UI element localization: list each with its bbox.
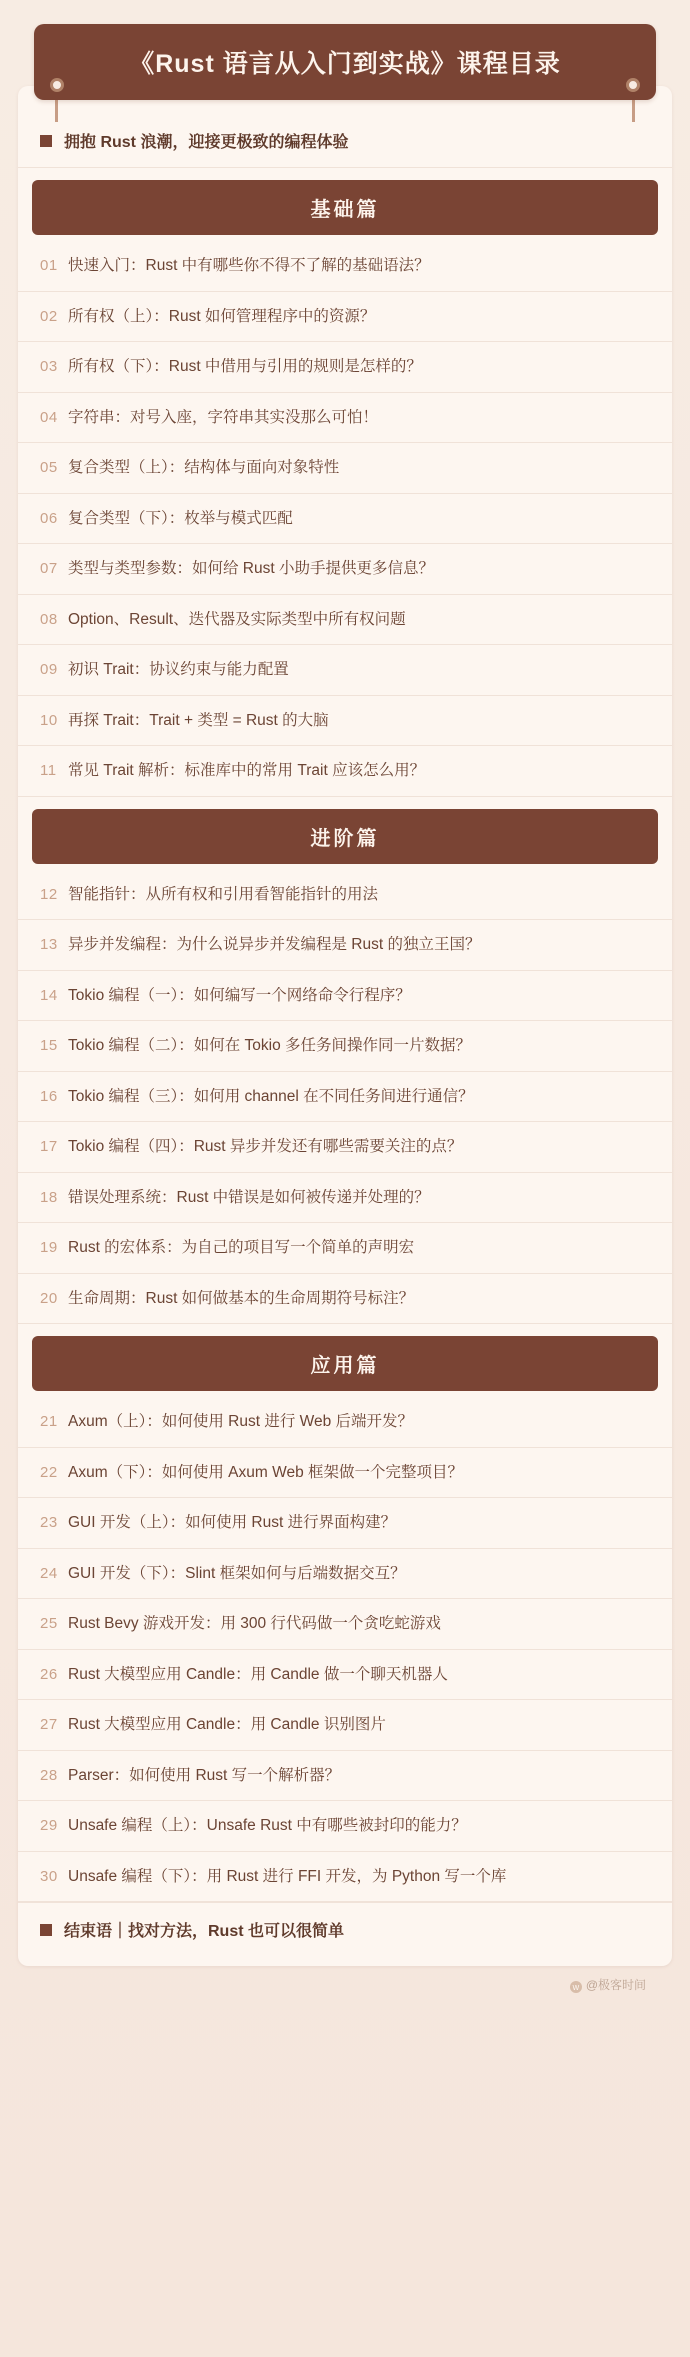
item-title: 错误处理系统：Rust 中错误是如何被传递并处理的？ (68, 1188, 430, 1206)
square-bullet-icon (40, 135, 52, 147)
pin-left-icon (50, 78, 64, 92)
item-title: 所有权（下）：Rust 中借用与引用的规则是怎样的？ (68, 358, 422, 375)
list-item[interactable] (18, 1173, 672, 1224)
list-item[interactable] (18, 1021, 672, 1072)
list-item[interactable] (18, 1397, 672, 1448)
item-title: Parser：如何使用 Rust 写一个解析器？ (68, 1766, 341, 1784)
list-item[interactable] (18, 1700, 672, 1751)
item-title: Tokio 编程（三）：如何用 channel 在不同任务间进行通信？ (68, 1087, 474, 1105)
section-header-advanced: 进阶篇 (32, 809, 658, 864)
weibo-icon: w (570, 1981, 582, 1993)
catalog-panel (18, 86, 672, 1966)
list-item[interactable] (18, 1122, 672, 1173)
section-header-basics: 基础篇 (32, 180, 658, 235)
item-number: 20 (40, 1289, 58, 1307)
item-title: Rust 的宏体系：为自己的项目写一个简单的声明宏 (68, 1239, 415, 1256)
item-title: 异步并发编程：为什么说异步并发编程是 Rust 的独立王国？ (68, 936, 481, 953)
watermark (18, 1966, 672, 1999)
item-title: Option、Result、迭代器及实际类型中所有权问题 (68, 610, 406, 628)
item-number: 25 (40, 1615, 58, 1632)
list-item[interactable] (18, 1549, 672, 1600)
item-title: Axum（上）：如何使用 Rust 进行 Web 后端开发？ (68, 1413, 414, 1430)
list-item[interactable] (18, 1599, 672, 1650)
pin-right-icon (626, 78, 640, 92)
item-number: 19 (40, 1239, 58, 1256)
item-title: 复合类型（下）：枚举与模式匹配 (68, 509, 293, 527)
item-title: 常见 Trait 解析：标准库中的常用 Trait 应该怎么用？ (68, 762, 426, 779)
item-title: GUI 开发（上）：如何使用 Rust 进行界面构建？ (68, 1514, 397, 1531)
item-number: 21 (40, 1413, 58, 1430)
item-number: 10 (40, 711, 58, 729)
item-number: 27 (40, 1716, 58, 1733)
list-item[interactable] (18, 292, 672, 343)
item-number: 15 (40, 1037, 58, 1054)
item-title: GUI 开发（下）：Slint 框架如何与后端数据交互？ (68, 1564, 406, 1582)
list-item[interactable] (18, 920, 672, 971)
item-number: 17 (40, 1138, 58, 1155)
item-title: 生命周期：Rust 如何做基本的生命周期符号标注？ (68, 1289, 415, 1307)
item-number: 11 (40, 762, 57, 779)
list-item[interactable] (18, 645, 672, 696)
item-number: 04 (40, 408, 58, 426)
list-item[interactable] (18, 544, 672, 595)
list-item[interactable] (18, 1274, 672, 1325)
item-title: Tokio 编程（四）：Rust 异步并发还有哪些需要关注的点？ (68, 1138, 463, 1155)
item-title: Tokio 编程（二）：如何在 Tokio 多任务间操作同一片数据？ (68, 1037, 472, 1054)
title-wrap (34, 24, 656, 100)
item-number: 18 (40, 1188, 58, 1206)
item-title: Axum（下）：如何使用 Axum Web 框架做一个完整项目？ (68, 1463, 464, 1481)
intro-item[interactable] (18, 114, 672, 168)
list-item[interactable] (18, 1801, 672, 1852)
list-item[interactable] (18, 595, 672, 646)
item-title: 所有权（上）：Rust 如何管理程序中的资源？ (68, 307, 376, 325)
item-title: Rust 大模型应用 Candle：用 Candle 做一个聊天机器人 (68, 1665, 448, 1683)
outro-label: 结束语｜找对方法，Rust 也可以很简单 (64, 1923, 345, 1940)
item-number: 26 (40, 1665, 58, 1683)
item-number: 06 (40, 509, 58, 527)
item-title: Rust Bevy 游戏开发：用 300 行代码做一个贪吃蛇游戏 (68, 1615, 441, 1632)
list-item[interactable] (18, 342, 672, 393)
intro-label: 拥抱 Rust 浪潮，迎接更极致的编程体验 (64, 134, 349, 151)
item-number: 12 (40, 885, 58, 903)
item-number: 01 (40, 257, 58, 274)
item-number: 07 (40, 560, 58, 577)
list-item[interactable] (18, 241, 672, 292)
list-item[interactable] (18, 870, 672, 921)
item-number: 22 (40, 1463, 58, 1481)
item-number: 24 (40, 1564, 58, 1582)
item-number: 02 (40, 307, 58, 325)
item-number: 09 (40, 661, 58, 678)
list-item[interactable] (18, 1498, 672, 1549)
item-title: Unsafe 编程（下）：用 Rust 进行 FFI 开发，为 Python 写一个库 (68, 1867, 507, 1885)
item-number: 05 (40, 459, 58, 476)
list-item[interactable] (18, 1072, 672, 1123)
item-number: 08 (40, 610, 58, 628)
item-number: 03 (40, 358, 58, 375)
list-item[interactable] (18, 443, 672, 494)
watermark-label: @极客时间 (585, 1978, 646, 1992)
list-item[interactable] (18, 1448, 672, 1499)
item-number: 16 (40, 1087, 58, 1105)
item-title: 再探 Trait：Trait + 类型 = Rust 的大脑 (68, 711, 329, 729)
list-item[interactable] (18, 1852, 672, 1903)
item-title: 快速入门：Rust 中有哪些你不得不了解的基础语法？ (68, 257, 430, 274)
list-item[interactable] (18, 696, 672, 747)
item-number: 23 (40, 1514, 58, 1531)
section-header-application: 应用篇 (32, 1336, 658, 1391)
list-item[interactable] (18, 1223, 672, 1274)
outro-item[interactable] (18, 1902, 672, 1956)
item-number: 13 (40, 936, 58, 953)
item-title: 智能指针：从所有权和引用看智能指针的用法 (68, 885, 379, 903)
list-item[interactable] (18, 1650, 672, 1701)
item-title: 复合类型（上）：结构体与面向对象特性 (68, 459, 340, 476)
list-item[interactable] (18, 393, 672, 444)
item-number: 14 (40, 986, 58, 1004)
item-title: Tokio 编程（一）：如何编写一个网络命令行程序？ (68, 986, 411, 1004)
page-title: 《Rust 语言从入门到实战》课程目录 (34, 24, 656, 100)
item-title: Unsafe 编程（上）：Unsafe Rust 中有哪些被封印的能力？ (68, 1817, 467, 1834)
list-item[interactable] (18, 971, 672, 1022)
item-number: 28 (40, 1766, 58, 1784)
item-number: 29 (40, 1817, 58, 1834)
item-title: Rust 大模型应用 Candle：用 Candle 识别图片 (68, 1716, 386, 1733)
item-number: 30 (40, 1867, 58, 1885)
item-title: 字符串：对号入座，字符串其实没那么可怕！ (68, 408, 379, 426)
list-item[interactable] (18, 1751, 672, 1802)
square-bullet-icon (40, 1924, 52, 1936)
list-item[interactable] (18, 746, 672, 797)
item-title: 初识 Trait：协议约束与能力配置 (68, 661, 289, 678)
list-item[interactable] (18, 494, 672, 545)
item-title: 类型与类型参数：如何给 Rust 小助手提供更多信息？ (68, 560, 434, 577)
